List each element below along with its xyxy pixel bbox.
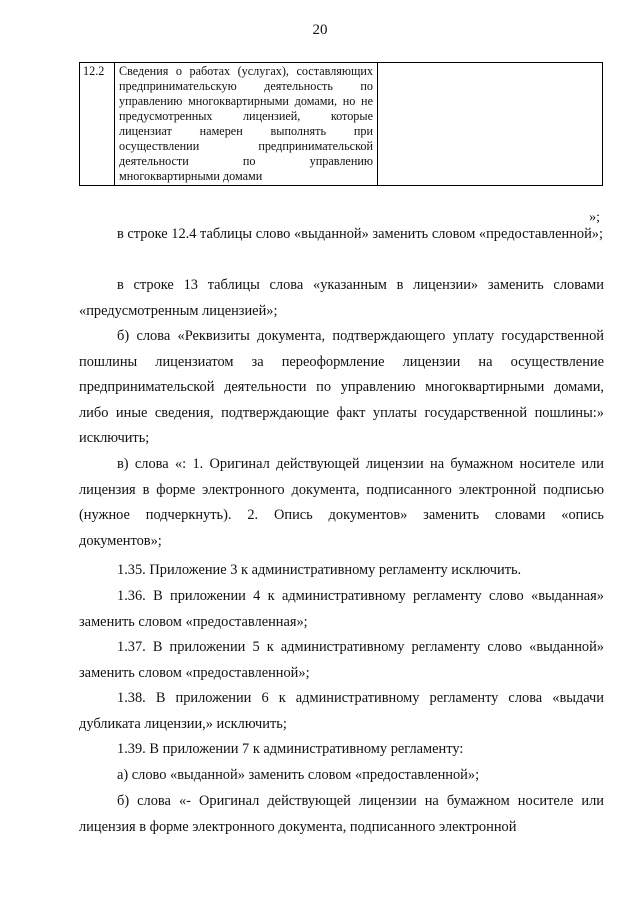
page-number: 20 (312, 22, 328, 38)
paragraph: а) слово «выданной» заменить словом «предоставленной»; (117, 767, 480, 783)
paragraph: 1.38. В приложении 6 к административному регламенту слова «выдачи дубликата лицензии,» исключить; (79, 690, 604, 732)
requisites-table (79, 62, 603, 186)
paragraph: 1.37. В приложении 5 к административному регламенту слово «выданной» заменить словом «предоставленной»; (79, 639, 604, 681)
paragraph: в строке 13 таблицы слова «указанным в лицензии» заменить словами «предусмотренным лицензией»; (79, 277, 604, 319)
table-row (80, 63, 603, 186)
paragraph: в строке 12.4 таблицы слово «выданной» заменить словом «предоставленной»; (117, 226, 603, 242)
table-row-value (378, 63, 603, 186)
paragraph: в) слова «: 1. Оригинал действующей лицензии на бумажном носителе или лицензия в форме электронного документа, подписанного электронной подписью (нужное подчеркнуть). 2. Опись документов» заменить словами «опись документов»; (79, 456, 604, 549)
paragraph: 1.35. Приложение 3 к административному регламенту исключить. (117, 562, 522, 578)
paragraph: б) слова «Реквизиты документа, подтверждающего уплату государственной пошлины лицензиатом за переоформление лицензии на осуществление предпринимательской деятельности по управлению многоквартирными домами, либо иные сведения, подтверждающие факт уплаты государственной пошлины:» исключить; (79, 328, 604, 446)
paragraph: 1.39. В приложении 7 к административному регламенту: (117, 741, 464, 757)
paragraph: б) слова «- Оригинал действующей лицензии на бумажном носителе или лицензия в форме электронного документа, подписанного электронной (79, 793, 604, 835)
paragraph: 1.36. В приложении 4 к административному регламенту слово «выданная» заменить словом «предоставленная»; (79, 588, 604, 630)
closing-quote: »; (589, 210, 600, 225)
table-row-description: Сведения о работах (услугах), составляющих предпринимательскую деятельность по управлению многоквартирными домами, но не предусмотренных лицензией, которые лицензиат намерен выполнять при осуществлении предпринимательской деятельности по управлению многоквартирными домами (115, 63, 378, 186)
table-row-number: 12.2 (80, 63, 115, 186)
